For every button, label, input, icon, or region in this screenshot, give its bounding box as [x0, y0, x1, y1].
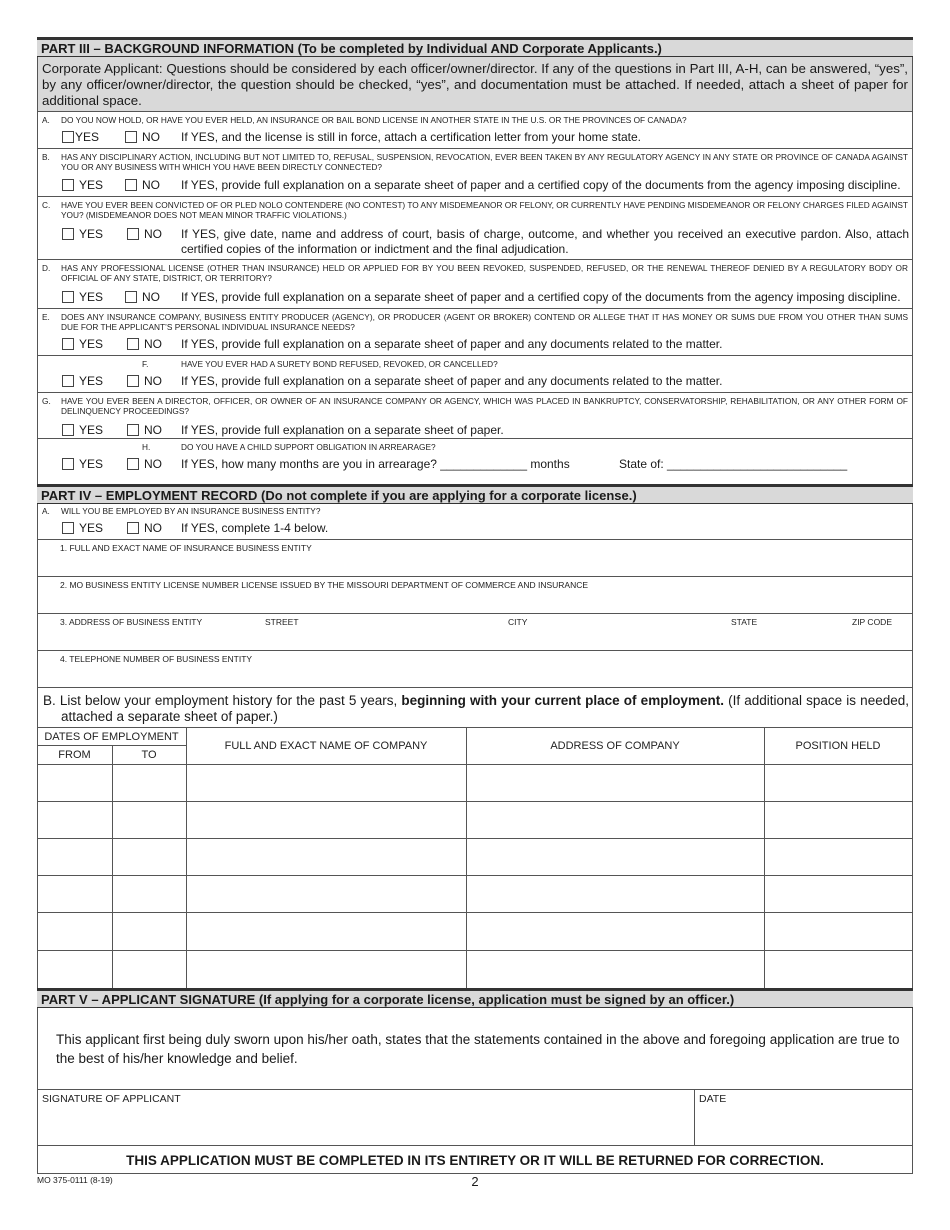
question-g-no[interactable]: [127, 423, 162, 437]
divider: [37, 1089, 913, 1090]
no-label: NO: [144, 423, 162, 437]
yes-label: YES: [79, 178, 104, 192]
divider: [37, 111, 913, 112]
checkbox-icon[interactable]: [62, 375, 74, 387]
question-b-letter: B.: [42, 152, 50, 162]
question-d-letter: D.: [42, 263, 51, 273]
address-header: ADDRESS OF COMPANY: [550, 740, 680, 752]
divider: [37, 355, 913, 356]
checkbox-icon[interactable]: [62, 338, 74, 350]
question-d-text: HAS ANY PROFESSIONAL LICENSE (OTHER THAN INSURANCE) HELD OR APPLIED FOR BY YOU BEEN REVOKED, SUSPENDED, REFUSED, OR THE RENEWAL THEREOF DENIED BY A REGULATORY BODY OR OFFICIAL OF ANY STATE, DISTRICT, OR TERRITORY?: [61, 263, 908, 283]
column-divider: [694, 1089, 695, 1145]
question-c-letter: C.: [42, 200, 51, 210]
checkbox-icon[interactable]: [127, 338, 139, 350]
position-header: POSITION HELD: [795, 740, 881, 752]
from-header: FROM: [58, 749, 91, 761]
question-h-yes[interactable]: [62, 457, 103, 471]
question-h-text: DO YOU HAVE A CHILD SUPPORT OBLIGATION IN ARREARAGE?: [181, 442, 436, 452]
checkbox-icon[interactable]: [127, 458, 139, 470]
checkbox-icon[interactable]: [127, 522, 139, 534]
part4-b-instruction: [43, 693, 909, 725]
question-e-letter: E.: [42, 312, 50, 322]
part4-a-no[interactable]: [127, 521, 162, 535]
checkbox-icon[interactable]: [62, 131, 74, 143]
company-header: FULL AND EXACT NAME OF COMPANY: [224, 740, 428, 752]
divider: [37, 392, 913, 393]
field-2-label[interactable]: 2. MO BUSINESS ENTITY LICENSE NUMBER LICENSE ISSUED BY THE MISSOURI DEPARTMENT OF COMMERCE AND INSURANCE: [60, 580, 589, 590]
question-a-yes[interactable]: [62, 130, 99, 144]
question-b-instruction: If YES, provide full explanation on a separate sheet of paper and a certified copy of the documents from the agency imposing discipline.: [181, 178, 901, 192]
question-c-instruction: If YES, give date, name and address of court, basis of charge, outcome, and whether you received an executive pardon. Also, attach certified copies of the information or indictment and the final adjudication.: [181, 227, 909, 256]
column-divider: [112, 745, 113, 988]
date-label[interactable]: DATE: [699, 1093, 727, 1105]
divider: [37, 687, 913, 688]
checkbox-icon[interactable]: [62, 458, 74, 470]
divider: [37, 727, 913, 728]
yes-label: YES: [79, 290, 104, 304]
field-3-zip: ZIP CODE: [852, 617, 892, 627]
field-3-city: CITY: [508, 617, 528, 627]
field-3-street: STREET: [265, 617, 299, 627]
field-1-label[interactable]: 1. FULL AND EXACT NAME OF INSURANCE BUSINESS ENTITY: [60, 543, 312, 553]
no-label: NO: [142, 178, 160, 192]
part4-heading: PART IV – EMPLOYMENT RECORD (Do not complete if you are applying for a corporate license.): [37, 484, 913, 504]
question-h-instruction: If YES, how many months are you in arrearage? _____________ months: [181, 457, 570, 471]
checkbox-icon[interactable]: [62, 522, 74, 534]
no-label: NO: [142, 290, 160, 304]
divider: [37, 308, 913, 309]
column-divider: [186, 727, 187, 988]
question-d-yes[interactable]: [62, 290, 103, 304]
field-4-label[interactable]: 4. TELEPHONE NUMBER OF BUSINESS ENTITY: [60, 654, 253, 664]
yes-label: YES: [79, 457, 104, 471]
yes-label: YES: [79, 374, 104, 388]
question-g-yes[interactable]: [62, 423, 103, 437]
question-e-instruction: If YES, provide full explanation on a separate sheet of paper and any documents related to the matter.: [181, 337, 723, 351]
divider: [37, 438, 913, 439]
part4-a-instruction: If YES, complete 1-4 below.: [181, 521, 329, 535]
checkbox-icon[interactable]: [127, 228, 139, 240]
question-h-state-field[interactable]: State of: ___________________________: [619, 457, 848, 471]
table-row: [37, 950, 913, 951]
divider: [37, 259, 913, 260]
divider: [37, 196, 913, 197]
table-row: [37, 801, 913, 802]
field-3-label[interactable]: 3. ADDRESS OF BUSINESS ENTITY: [60, 617, 203, 627]
question-a-instruction: If YES, and the license is still in force, attach a certification letter from your home state.: [181, 130, 641, 144]
divider: [37, 650, 913, 651]
part5-heading: PART V – APPLICANT SIGNATURE (If applying for a corporate license, application must be signed by an officer.): [37, 988, 913, 1008]
divider: [37, 539, 913, 540]
question-a-no[interactable]: [125, 130, 160, 144]
part3-intro: Corporate Applicant: Questions should be considered by each officer/owner/director. If any of the questions in Part III, A-H, can be answered, “yes”, by any officer/owner/director, the question should be checked, “yes”, and documentation must be attached. If needed, attach a sheet of paper for additional space.: [38, 57, 912, 111]
question-c-yes[interactable]: [62, 227, 103, 241]
part4-a-letter: A.: [42, 506, 50, 516]
checkbox-icon[interactable]: [127, 424, 139, 436]
question-f-no[interactable]: [127, 374, 162, 388]
column-divider: [466, 727, 467, 988]
question-f-letter: F.: [142, 359, 149, 369]
question-e-no[interactable]: [127, 337, 162, 351]
no-label: NO: [144, 374, 162, 388]
column-divider: [764, 727, 765, 988]
question-f-yes[interactable]: [62, 374, 103, 388]
question-g-letter: G.: [42, 396, 51, 406]
table-row: [37, 875, 913, 876]
no-label: NO: [144, 457, 162, 471]
dates-header: DATES OF EMPLOYMENT: [44, 731, 179, 743]
question-b-no[interactable]: [125, 178, 160, 192]
no-label: NO: [142, 130, 160, 144]
divider: [37, 764, 913, 765]
checkbox-icon[interactable]: [125, 179, 137, 191]
to-header: TO: [141, 749, 157, 761]
yes-label: YES: [79, 227, 104, 241]
checkbox-icon[interactable]: [125, 131, 137, 143]
yes-label: YES: [79, 521, 104, 535]
question-g-instruction: If YES, provide full explanation on a separate sheet of paper.: [181, 423, 504, 437]
part4-a-text: WILL YOU BE EMPLOYED BY AN INSURANCE BUSINESS ENTITY?: [61, 506, 321, 516]
question-f-instruction: If YES, provide full explanation on a separate sheet of paper and any documents related to the matter.: [181, 374, 723, 388]
yes-label: YES: [79, 423, 104, 437]
question-a-letter: A.: [42, 115, 50, 125]
question-b-text: HAS ANY DISCIPLINARY ACTION, INCLUDING BUT NOT LIMITED TO, REFUSAL, SUSPENSION, REVOCATION, EVER BEEN TAKEN BY ANY REGULATORY AGENCY IN ANY STATE OR PROVINCE OF CANADA AGAINST YOU OR ANY BUSINESS WITH WHICH YOU HAVE BEEN DIRECTLY CONNECTED?: [61, 152, 908, 172]
yes-label: YES: [79, 337, 104, 351]
table-row: [37, 838, 913, 839]
part4-b-pre: B. List below your employment history for the past 5 years,: [43, 693, 402, 708]
checkbox-icon[interactable]: [62, 228, 74, 240]
oath-text: This applicant first being duly sworn upon his/her oath, states that the statements contained in the above and foregoing application are true to the best of his/her knowledge and belief.: [56, 1032, 900, 1066]
divider: [37, 1145, 913, 1146]
divider: [37, 613, 913, 614]
field-3-state: STATE: [731, 617, 758, 627]
signature-label[interactable]: SIGNATURE OF APPLICANT: [42, 1093, 181, 1105]
question-e-text: DOES ANY INSURANCE COMPANY, BUSINESS ENTITY PRODUCER (AGENCY), OR PRODUCER (AGENT OR BROKER) CONTEND OR ALLEGE THAT IT HAS MONEY OR SUMS DUE FROM YOU OTHER THAN SUMS DUE FOR THE APPLICANT’S PERSONAL INDIVIDUAL INSURANCE NEEDS?: [61, 312, 908, 332]
completion-notice: THIS APPLICATION MUST BE COMPLETED IN ITS ENTIRETY OR IT WILL BE RETURNED FOR CORRECTION.: [126, 1153, 824, 1168]
question-a-text: DO YOU NOW HOLD, OR HAVE YOU EVER HELD, AN INSURANCE OR BAIL BOND LICENSE IN ANOTHER STATE IN THE U.S. OR THE PROVINCES OF CANADA?: [61, 115, 687, 125]
part4-b-bold: beginning with your current place of employment.: [401, 693, 724, 708]
question-g-text: HAVE YOU EVER BEEN A DIRECTOR, OFFICER, OR OWNER OF AN INSURANCE COMPANY OR AGENCY, WHICH WAS PLACED IN BANKRUPTCY, CONSERVATORSHIP, REHABILITATION, OR ANY OTHER FORM OF DELINQUENCY PROCEEDINGS?: [61, 396, 908, 416]
checkbox-icon[interactable]: [62, 424, 74, 436]
question-d-no[interactable]: [125, 290, 160, 304]
question-d-instruction: If YES, provide full explanation on a separate sheet of paper and a certified copy of the documents from the agency imposing discipline.: [181, 290, 901, 304]
checkbox-icon[interactable]: [125, 291, 137, 303]
question-c-no[interactable]: [127, 227, 162, 241]
no-label: NO: [144, 227, 162, 241]
page-number: 2: [471, 1174, 479, 1189]
question-h-no[interactable]: [127, 457, 162, 471]
yes-label: YES: [75, 130, 100, 144]
question-b-yes[interactable]: [62, 178, 103, 192]
no-label: NO: [144, 521, 162, 535]
checkbox-icon[interactable]: [62, 179, 74, 191]
part3-heading: PART III – BACKGROUND INFORMATION (To be completed by Individual AND Corporate Applicants.): [37, 37, 913, 57]
question-h-letter: H.: [142, 442, 151, 452]
divider: [37, 576, 913, 577]
checkbox-icon[interactable]: [127, 375, 139, 387]
no-label: NO: [144, 337, 162, 351]
question-f-text: HAVE YOU EVER HAD A SURETY BOND REFUSED, REVOKED, OR CANCELLED?: [181, 359, 498, 369]
form-number: MO 375-0111 (8-19): [37, 1175, 113, 1185]
checkbox-icon[interactable]: [62, 291, 74, 303]
question-e-yes[interactable]: [62, 337, 103, 351]
divider: [37, 148, 913, 149]
table-row: [37, 912, 913, 913]
part4-a-yes[interactable]: [62, 521, 103, 535]
part4-b-post: (If additional space is needed, attached a separate sheet of paper.): [61, 693, 909, 724]
question-c-text: HAVE YOU EVER BEEN CONVICTED OF OR PLED NOLO CONTENDERE (NO CONTEST) TO ANY MISDEMEANOR OR FELONY, OR CURRENTLY HAVE PENDING MISDEMEANOR OR FELONY CHARGES FILED AGAINST YOU? (MISDEMEANOR DOES NOT MEAN MINOR TRAFFIC VIOLATIONS.): [61, 200, 908, 220]
